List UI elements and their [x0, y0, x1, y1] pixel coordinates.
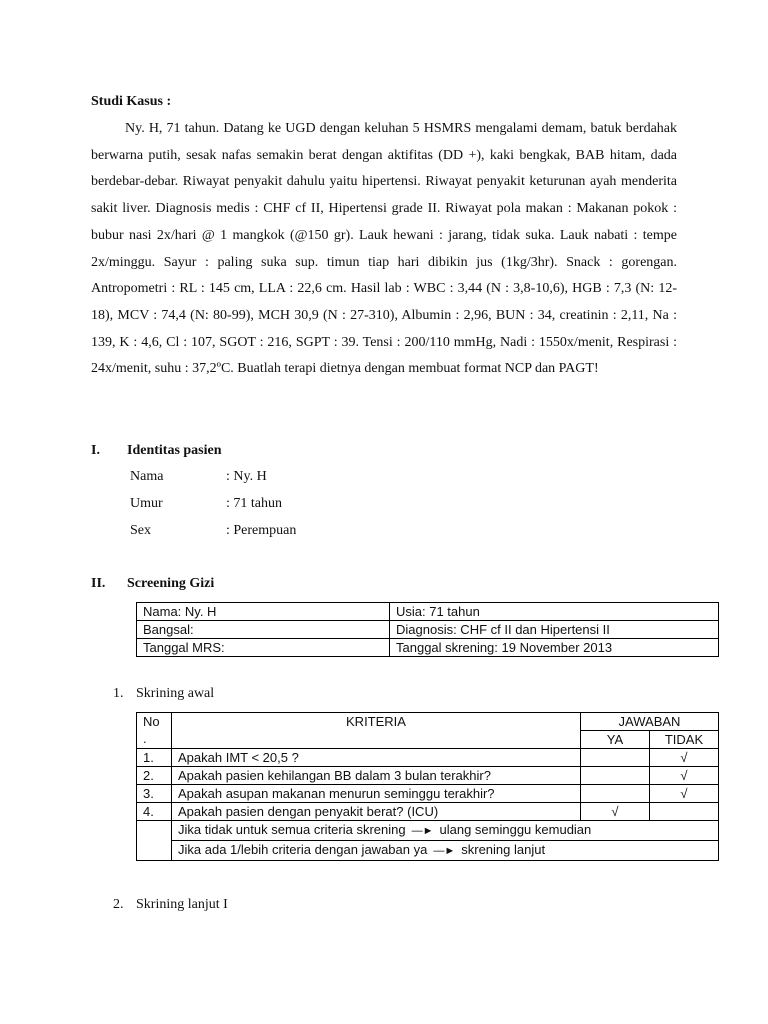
header-jawaban: JAWABAN: [581, 713, 719, 731]
list-number-2: 2.: [113, 897, 124, 912]
identity-label-nama: Nama: [130, 469, 164, 484]
row-no: 3.: [137, 785, 172, 803]
table-cell: Tanggal skrening: 19 November 2013: [390, 639, 719, 657]
note2-text-a: Jika ada 1/lebih criteria dengan jawaban ya: [178, 842, 428, 857]
table-cell: Bangsal:: [137, 621, 390, 639]
list-number-1: 1.: [113, 686, 124, 701]
table-header-row: [137, 713, 719, 731]
note-cell: [172, 841, 719, 861]
case-title: Studi Kasus :: [91, 94, 172, 109]
list-label-skrining-awal: Skrining awal: [136, 686, 215, 701]
table-row: [137, 785, 719, 803]
header-no: [137, 713, 172, 749]
note-cell: [172, 821, 719, 841]
row-kriteria: Apakah IMT < 20,5 ?: [172, 749, 581, 767]
identity-value-umur: : 71 tahun: [226, 496, 282, 511]
row-tidak: √: [650, 767, 719, 785]
section2-title: Screening Gizi: [127, 576, 215, 591]
table-row: [137, 749, 719, 767]
row-ya: [581, 767, 650, 785]
patient-info-table: [136, 602, 719, 657]
note2-text-b: skrening lanjut: [461, 842, 546, 857]
identity-value-nama: : Ny. H: [226, 469, 267, 484]
table-row: [137, 603, 719, 621]
row-kriteria: Apakah asupan makanan menurun seminggu terakhir?: [172, 785, 581, 803]
table-row: [137, 621, 719, 639]
table-cell: Usia: 71 tahun: [390, 603, 719, 621]
section1-title: Identitas pasien: [127, 443, 222, 458]
header-kriteria: KRITERIA: [172, 713, 581, 749]
arrow-right-icon: —►: [433, 845, 456, 857]
table-cell: Nama: Ny. H: [137, 603, 390, 621]
row-ya: [581, 749, 650, 767]
note1-text-a: Jika tidak untuk semua criteria skrening: [178, 822, 406, 837]
row-kriteria: Apakah pasien kehilangan BB dalam 3 bulan terakhir?: [172, 767, 581, 785]
row-ya: √: [581, 803, 650, 821]
section1-number: I.: [91, 443, 100, 458]
section2-number: II.: [91, 576, 106, 591]
note-empty-cell: [137, 821, 172, 861]
table-row: [137, 639, 719, 657]
row-no: 4.: [137, 803, 172, 821]
table-row: [137, 767, 719, 785]
row-tidak: √: [650, 785, 719, 803]
case-paragraph: Ny. H, 71 tahun. Datang ke UGD dengan keluhan 5 HSMRS mengalami demam, batuk berdahak berwarna putih, sesak nafas semakin berat dengan aktifitas (DD +), kaki bengkak, BAB hitam, dada berdebar-debar. Riwayat penyakit dahulu yaitu hipertensi. Riwayat penyakit keturunan ayah menderita sakit liver. Diagnosis medis : CHF cf II, Hipertensi grade II. Riwayat pola makan : Makanan pokok : bubur nasi 2x/hari @ 1 mangkok (@150 gr). Lauk hewani : jarang, tidak suka. Lauk nabati : tempe 2x/minggu. Sayur : paling suka sup. timun tiap hari dibikin jus (1kg/3hr). Snack : gorengan. Antropometri : RL : 145 cm, LLA : 22,6 cm. Hasil lab : WBC : 3,44 (N : 3,8-10,6), HGB : 7,3 (N: 12-18), MCV : 74,4 (N: 80-99), MCH 30,9 (N : 27-310), Albumin : 2,96, BUN : 34, creatinin : 2,11, Na : 139, K : 4,6, Cl : 107, SGOT : 216, SGPT : 39. Tensi : 200/110 mmHg, Nadi : 1550x/menit, Respirasi : 24x/menit, suhu : 37,2ºC. Buatlah terapi dietnya dengan membuat format NCP dan PAGT!: [91, 121, 677, 377]
row-no: 2.: [137, 767, 172, 785]
list-label-skrining-lanjut: Skrining lanjut I: [136, 897, 228, 912]
row-ya: [581, 785, 650, 803]
note1-text-b: ulang seminggu kemudian: [439, 822, 592, 837]
row-no: 1.: [137, 749, 172, 767]
header-ya: YA: [581, 731, 650, 749]
identity-label-sex: Sex: [130, 523, 151, 538]
identity-label-umur: Umur: [130, 496, 163, 511]
screening-table: [136, 712, 719, 861]
table-cell: Tanggal MRS:: [137, 639, 390, 657]
header-no-label: No: [143, 714, 160, 729]
header-no-dot: .: [143, 731, 147, 746]
arrow-right-icon: —►: [411, 825, 434, 837]
row-tidak: √: [650, 749, 719, 767]
table-row: [137, 803, 719, 821]
table-note-row: [137, 841, 719, 861]
table-note-row: [137, 821, 719, 841]
row-kriteria: Apakah pasien dengan penyakit berat? (ICU): [172, 803, 581, 821]
table-cell: Diagnosis: CHF cf II dan Hipertensi II: [390, 621, 719, 639]
identity-value-sex: : Perempuan: [226, 523, 297, 538]
header-tidak: TIDAK: [650, 731, 719, 749]
row-tidak: [650, 803, 719, 821]
